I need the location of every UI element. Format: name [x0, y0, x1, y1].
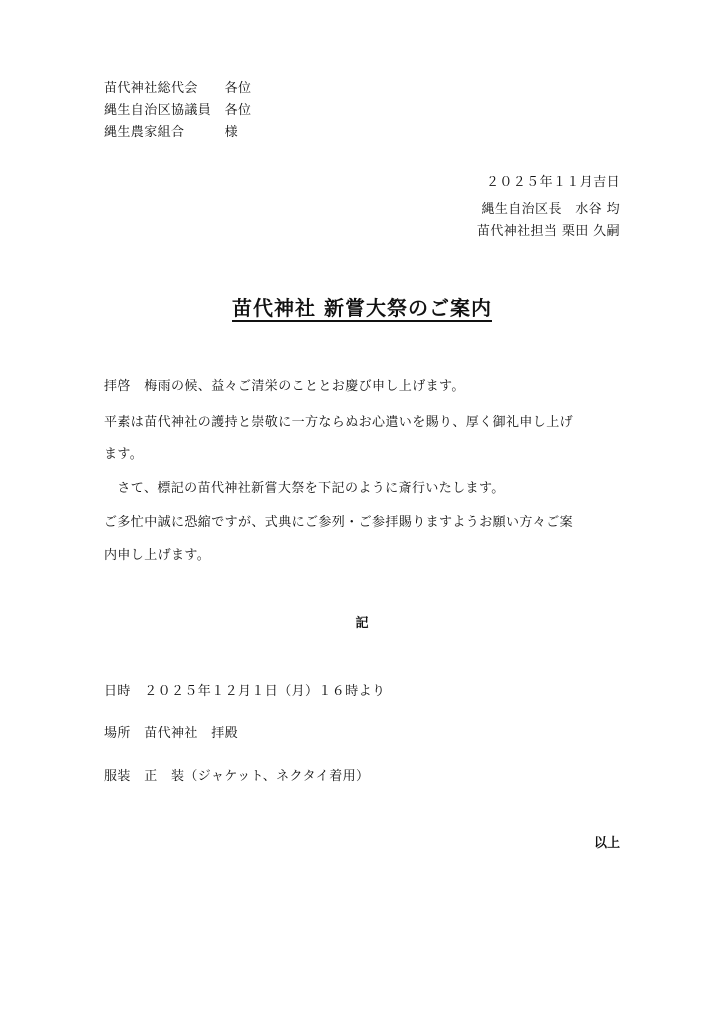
- detail-location: 場所 苗代神社 拝殿: [104, 726, 239, 741]
- document-title: 苗代神社 新嘗大祭のご案内: [232, 296, 492, 320]
- body-line: ます。: [104, 447, 144, 462]
- body-line: さて、標記の苗代神社新嘗大祭を下記のように斎行いたします。: [104, 481, 505, 496]
- sender-line: 苗代神社担当 栗田 久嗣: [476, 224, 620, 239]
- closing-remark: 以上: [593, 836, 620, 851]
- body-line: 平素は苗代神社の護持と崇敬に一方ならぬお心遣いを賜り、厚く御礼申し上げ: [104, 415, 574, 430]
- ki-heading: 記: [355, 616, 369, 631]
- sender-line: 縄生自治区長 水谷 均: [481, 202, 620, 217]
- recipient-line: 苗代神社総代会 各位: [104, 81, 252, 96]
- recipient-line: 縄生農家組合 様: [104, 125, 239, 140]
- detail-dress-code: 服装 正 装（ジャケット、ネクタイ着用）: [104, 769, 370, 784]
- detail-datetime: 日時 ２０２５年１２月１日（月）１６時より: [104, 684, 386, 699]
- issue-date: ２０２５年１１月吉日: [485, 175, 620, 190]
- body-line: 拝啓 梅雨の候、益々ご清栄のこととお慶び申し上げます。: [104, 379, 465, 394]
- document-title-wrapper: [0, 292, 724, 321]
- body-line: 内申し上げます。: [104, 548, 211, 563]
- recipient-line: 縄生自治区協議員 各位: [104, 103, 252, 118]
- body-line: ご多忙中誠に恐縮ですが、式典にご参列・ご参拝賜りますようお願い方々ご案: [104, 515, 574, 530]
